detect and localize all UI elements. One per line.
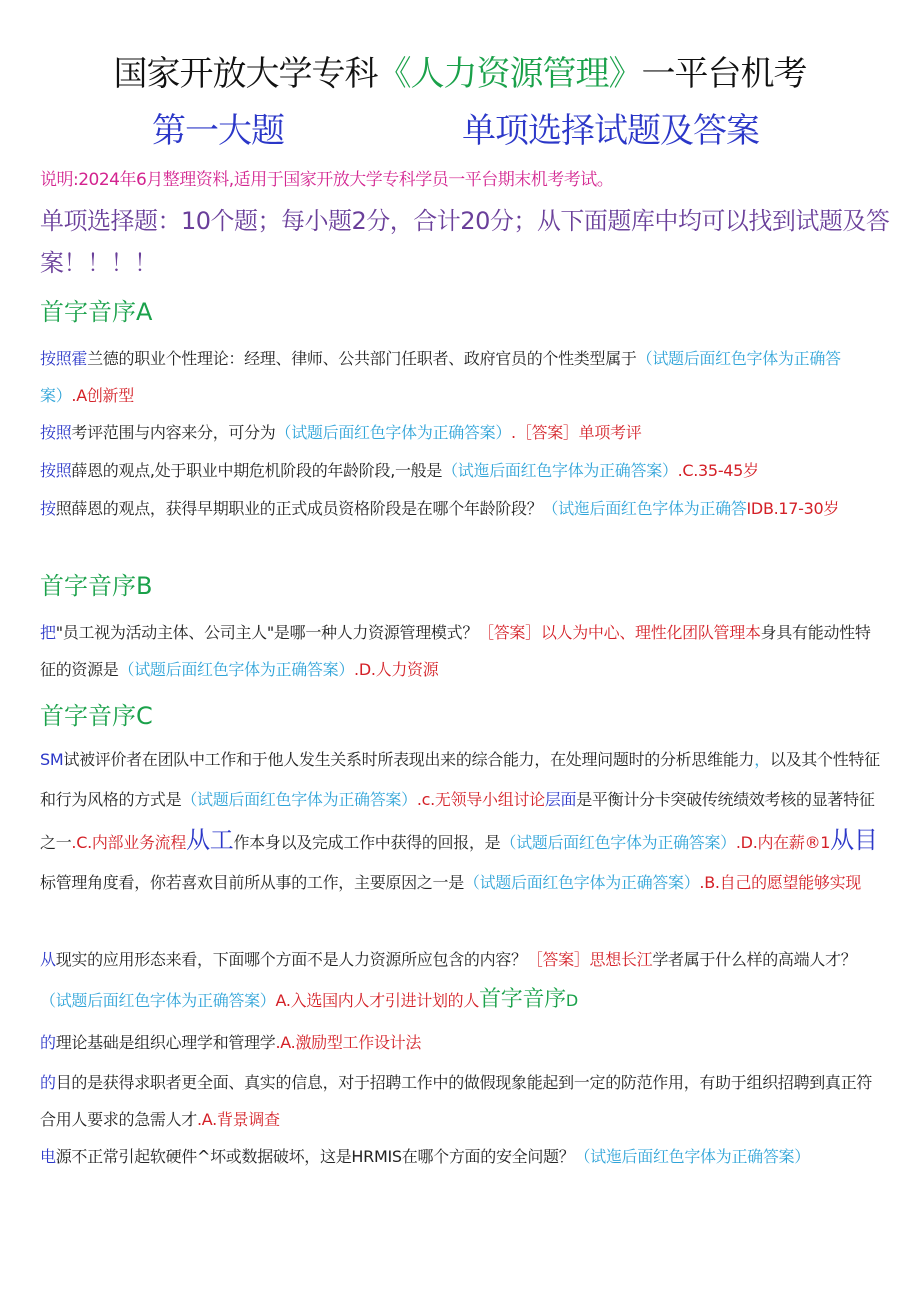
answer-text: IDB.17-30岁	[746, 499, 840, 518]
answer-hint: （试题后面红色字体为正确答案）	[181, 790, 417, 809]
question-text: 源不正常引起软硬件^坏或数据破坏，这是HRMIS在哪个方面的安全问题？	[55, 1147, 575, 1166]
title-tail: 一平台机考	[641, 54, 807, 94]
question-text: "员工视为活动主体、公司主人"是哪一种人力资源管理模式？	[55, 623, 479, 642]
answer-hint: （试迤后面红色字体为正确答	[542, 499, 747, 518]
answer-text: .B.自己的愿望能够实现	[699, 873, 861, 892]
question-lead: 从工	[186, 826, 234, 854]
question-text: 理论基础是组织心理学和管理学	[55, 1033, 276, 1052]
answer-hint: （试题后面红色字体为正确答案）	[463, 873, 700, 892]
question-text: 身具有能动性特征的资源是	[40, 623, 871, 679]
question-text: 照薛恩的观点，获得早期职业的正式成员资格阶段是在哪个年龄阶段？	[55, 499, 543, 518]
answer-hint: （试迤后面红色字体为正确答案）	[574, 1147, 810, 1166]
question-text: 作本身以及完成工作中获得的回报，是	[233, 833, 501, 852]
title-main: 国家开放大学专科	[113, 54, 378, 94]
answer-hint: （试题后面红色字体为正确答案）	[275, 423, 512, 442]
question-lead: 按	[40, 499, 56, 518]
answer-hint: （试迤后面红色字体为正确答案）	[442, 461, 678, 480]
question-c2	[40, 940, 886, 1021]
question-a2	[40, 414, 886, 451]
question-text: 兰德的职业个性理论：经理、律师、公共部门任职者、政府官员的个性类型属于	[87, 349, 637, 368]
answer-text: .［答案］单项考评	[511, 423, 642, 442]
answer-text: .A创新型	[71, 386, 134, 405]
question-lead: 按照	[40, 461, 72, 480]
answer-text: A.入选国内人才引进计划的人	[275, 991, 480, 1010]
section-heading-d: 首字音序	[479, 987, 566, 1012]
question-text: 现实的应用形态来看，下面哪个方面不是人力资源所应包含的内容？	[55, 950, 527, 969]
section-heading-b: 首字音序B	[40, 572, 153, 600]
question-lead: 的	[40, 1033, 56, 1052]
section-heading-a: 首字音序A	[40, 298, 153, 326]
rules-text: 单项选择题：10个题；每小题2分，合计20分；从下面题库中均可以找到试题及答案！！！！	[40, 207, 890, 277]
question-d1	[40, 1024, 886, 1061]
question-text: 标管理角度看，你若喜欢目前所从事的工作，主要原因之一是	[40, 873, 464, 892]
question-d2	[40, 1064, 886, 1138]
question-text: 薛恩的观点,处于职业中期危机阶段的年龄阶段,一般是	[71, 461, 443, 480]
page-title	[0, 50, 920, 98]
question-text: 以及其个性特征和行为风格的方式是	[40, 750, 880, 809]
question-b1	[40, 614, 886, 688]
section-letter-d: D	[565, 991, 578, 1010]
question-text: 试被评价者在团队中工作和于他人发生关系时所表现出来的综合能力，在处理问题时的分析思维能力	[63, 750, 755, 769]
answer-text: .A.背景调查	[197, 1110, 280, 1129]
question-text: 目的是获得求职者更全面、真实的信息，对于招聘工作中的做假现象能起到一定的防范作用，有助于组织招聘到真正符合用人要求的急需人才	[40, 1073, 873, 1129]
answer-text: .c.无领导小组讨论	[416, 790, 545, 809]
answer-text: .D.人力资源	[354, 660, 439, 679]
question-a4	[40, 490, 886, 527]
answer-hint: （试题后面红色字体为正确答案）	[40, 349, 841, 405]
answer-text: .C.35-45岁	[677, 461, 759, 480]
question-a3	[40, 453, 886, 488]
description-note: 说明:2024年6月整理资料,适用于国家开放大学专科学员一平台期末机考考试。	[40, 170, 614, 190]
punctuation: ，	[754, 750, 770, 769]
question-lead: 从目	[830, 826, 878, 854]
question-lead: 把	[40, 623, 56, 642]
question-lead: SM	[40, 750, 64, 769]
question-a1	[40, 340, 886, 414]
answer-hint: （试题后面红色字体为正确答案）	[500, 833, 736, 852]
section-heading-c: 首字音序C	[40, 702, 153, 730]
answer-text: .A.激励型工作设计法	[275, 1033, 422, 1052]
question-lead: 从	[40, 950, 56, 969]
question-lead: 按照	[40, 423, 72, 442]
question-lead: 按照霍	[40, 349, 88, 368]
answer-hint: （试题后面红色字体为正确答案）	[118, 660, 355, 679]
question-text: 是平衡计分卡突破传统绩效考核的显著特征之一	[40, 790, 875, 852]
question-text: 考评范围与内容来分，可分为	[71, 423, 276, 442]
question-lead: 的	[40, 1073, 56, 1092]
question-d3	[40, 1138, 886, 1175]
subtitle-left: 第一大题	[152, 111, 284, 151]
answer-text: .C.内部业务流程	[71, 833, 187, 852]
question-c1	[40, 740, 886, 903]
subtitle-right: 单项选择试题及答案	[462, 111, 759, 151]
question-lead: 电	[40, 1147, 56, 1166]
answer-text: ［答案］思想长江	[526, 950, 653, 969]
question-text: 学者属于什么样的高端人才？	[652, 950, 857, 969]
title-course: 《人力资源管理》	[377, 54, 642, 94]
answer-hint: （试题后面红色字体为正确答案）	[40, 991, 276, 1010]
question-lead: 层面	[544, 790, 577, 809]
answer-text: ［答案］以人为中心、理性化团队管理本	[478, 623, 761, 642]
answer-text: .D.内在薪®1	[735, 833, 831, 852]
